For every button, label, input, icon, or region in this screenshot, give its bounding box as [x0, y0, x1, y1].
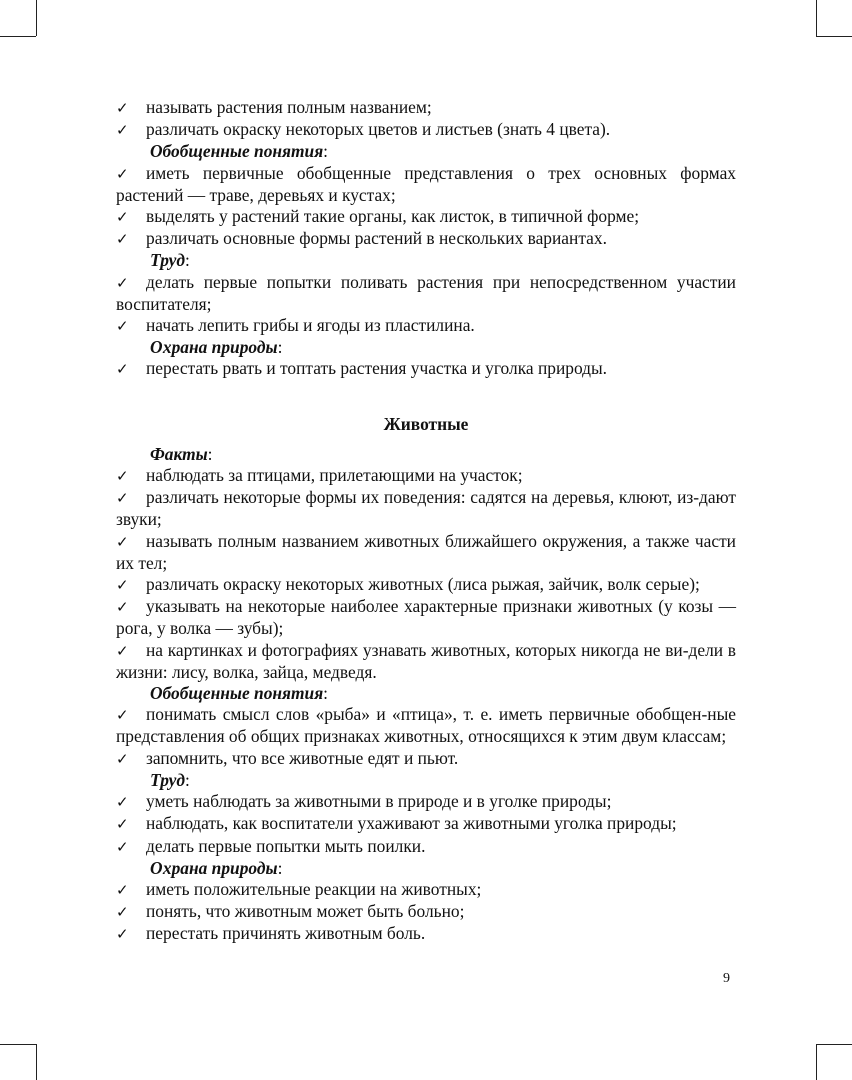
- colon: :: [277, 337, 283, 358]
- bullet-text: иметь первичные обобщенные представления о трех основных формах растений — траве, деревьях и кустах;: [116, 162, 736, 205]
- bullet-item: [116, 97, 736, 119]
- bullet-item: [116, 923, 736, 945]
- bullet-item: [116, 272, 736, 315]
- bullet-item: [116, 704, 736, 747]
- bullet-text: понимать смысл слов «рыба» и «птица», т. е. иметь первичные обобщен-ные представления об общих признаках животных, относящихся к этим двум классам;: [116, 704, 736, 747]
- bullet-text: понять, что животным может быть больно;: [146, 901, 465, 922]
- checkmark-icon: ✓: [116, 903, 129, 922]
- bullet-item: [116, 163, 736, 206]
- checkmark-icon: ✓: [116, 273, 129, 292]
- colon: :: [184, 250, 190, 271]
- section-heading: Животные: [383, 413, 469, 434]
- colon: :: [207, 443, 213, 464]
- bullet-item: [116, 531, 736, 574]
- page-body: [116, 97, 736, 946]
- bullet-text: делать первые попытки поливать растения при непосредственном участии воспитателя;: [116, 271, 736, 314]
- bullet-text: называть растения полным названием;: [146, 97, 432, 117]
- subsection-heading: [116, 444, 736, 465]
- subsection-heading: [116, 858, 736, 879]
- bullet-text: иметь положительные реакции на животных;: [146, 878, 482, 899]
- bullet-text: перестать рвать и топтать растения участка и уголка природы.: [146, 358, 608, 379]
- subsection-heading: [116, 683, 736, 704]
- bullet-item: [116, 206, 736, 228]
- subsection-heading-text: Факты: [150, 443, 208, 464]
- subsection-heading-text: Охрана природы: [150, 857, 278, 878]
- crop-mark-top-left-h: [0, 36, 36, 37]
- crop-mark-top-right-v: [816, 0, 817, 36]
- bullet-item: [116, 228, 736, 250]
- checkmark-icon: ✓: [116, 208, 129, 227]
- bullet-item: [116, 465, 736, 487]
- bullet-item: [116, 813, 736, 835]
- checkmark-icon: ✓: [116, 164, 129, 183]
- bullet-item: [116, 879, 736, 901]
- checkmark-icon: ✓: [116, 837, 129, 856]
- bullet-item: [116, 358, 736, 380]
- checkmark-icon: ✓: [116, 230, 129, 249]
- colon: :: [323, 683, 329, 704]
- bullet-text: различать окраску некоторых животных (лиса рыжая, зайчик, волк серые);: [146, 574, 700, 595]
- bullet-text: указывать на некоторые наиболее характерные признаки животных (у козы — рога, у волка — зубы);: [116, 596, 736, 639]
- subsection-heading-text: Обобщенные понятия: [150, 141, 324, 162]
- bullet-text: наблюдать, как воспитатели ухаживают за животными уголка природы;: [146, 813, 677, 834]
- subsection-heading-text: Труд: [150, 769, 185, 790]
- subsection-heading-text: Охрана природы: [150, 337, 278, 358]
- bullet-item: [116, 791, 736, 813]
- checkmark-icon: ✓: [116, 880, 129, 899]
- checkmark-icon: ✓: [116, 641, 129, 660]
- checkmark-icon: ✓: [116, 467, 129, 486]
- bullet-text: различать основные формы растений в нескольких вариантах.: [146, 228, 607, 249]
- bullet-text: на картинках и фотографиях узнавать животных, которых никогда не ви-дели в жизни: лису, волка, зайца, медведя.: [116, 639, 736, 682]
- subsection-heading-text: Обобщенные понятия: [150, 683, 324, 704]
- bullet-item: [116, 487, 736, 530]
- checkmark-icon: ✓: [116, 360, 129, 379]
- checkmark-icon: ✓: [116, 532, 129, 551]
- checkmark-icon: ✓: [116, 925, 129, 944]
- checkmark-icon: ✓: [116, 815, 129, 834]
- checkmark-icon: ✓: [116, 598, 129, 617]
- bullet-text: различать некоторые формы их поведения: садятся на деревья, клюют, из-дают звуки;: [116, 487, 736, 530]
- crop-mark-top-right-h: [816, 36, 852, 37]
- checkmark-icon: ✓: [116, 99, 129, 117]
- bullet-text: делать первые попытки мыть поилки.: [146, 835, 426, 856]
- bullet-text: запомнить, что все животные едят и пьют.: [146, 747, 459, 768]
- colon: :: [323, 141, 329, 162]
- crop-mark-bottom-left-h: [0, 1044, 36, 1045]
- bullet-item: [116, 748, 736, 770]
- checkmark-icon: ✓: [116, 317, 129, 336]
- subsection-heading: [116, 250, 736, 271]
- page-number: 9: [723, 971, 730, 986]
- bullet-text: выделять у растений такие органы, как листок, в типичной форме;: [146, 206, 640, 227]
- checkmark-icon: ✓: [116, 121, 129, 140]
- bullet-item: [116, 596, 736, 639]
- crop-mark-bottom-right-h: [816, 1044, 852, 1045]
- colon: :: [184, 769, 190, 790]
- crop-mark-bottom-left-v: [36, 1044, 37, 1080]
- checkmark-icon: ✓: [116, 793, 129, 812]
- subsection-heading: [116, 770, 736, 791]
- bullet-item: [116, 119, 736, 141]
- crop-mark-bottom-right-v: [816, 1044, 817, 1080]
- bullet-item: [116, 901, 736, 923]
- bullet-text: различать окраску некоторых цветов и листьев (знать 4 цвета).: [146, 119, 611, 140]
- subsection-heading-text: Труд: [150, 250, 185, 271]
- bullet-text: наблюдать за птицами, прилетающими на участок;: [146, 465, 523, 486]
- subsection-heading: [116, 337, 736, 358]
- bullet-item: [116, 836, 736, 858]
- checkmark-icon: ✓: [116, 749, 129, 768]
- checkmark-icon: ✓: [116, 489, 129, 508]
- checkmark-icon: ✓: [116, 576, 129, 595]
- bullet-text: уметь наблюдать за животными в природе и в уголке природы;: [146, 791, 612, 812]
- bullet-text: перестать причинять животным боль.: [146, 923, 426, 944]
- bullet-text: называть полным названием животных ближайшего окружения, а также части их тел;: [116, 530, 736, 573]
- bullet-item: [116, 574, 736, 596]
- bullet-item: [116, 640, 736, 683]
- checkmark-icon: ✓: [116, 706, 129, 725]
- bullet-text: начать лепить грибы и ягоды из пластилина.: [146, 315, 475, 336]
- bullet-item: [116, 315, 736, 337]
- crop-mark-top-left-v: [36, 0, 37, 36]
- subsection-heading: [116, 141, 736, 162]
- colon: :: [277, 857, 283, 878]
